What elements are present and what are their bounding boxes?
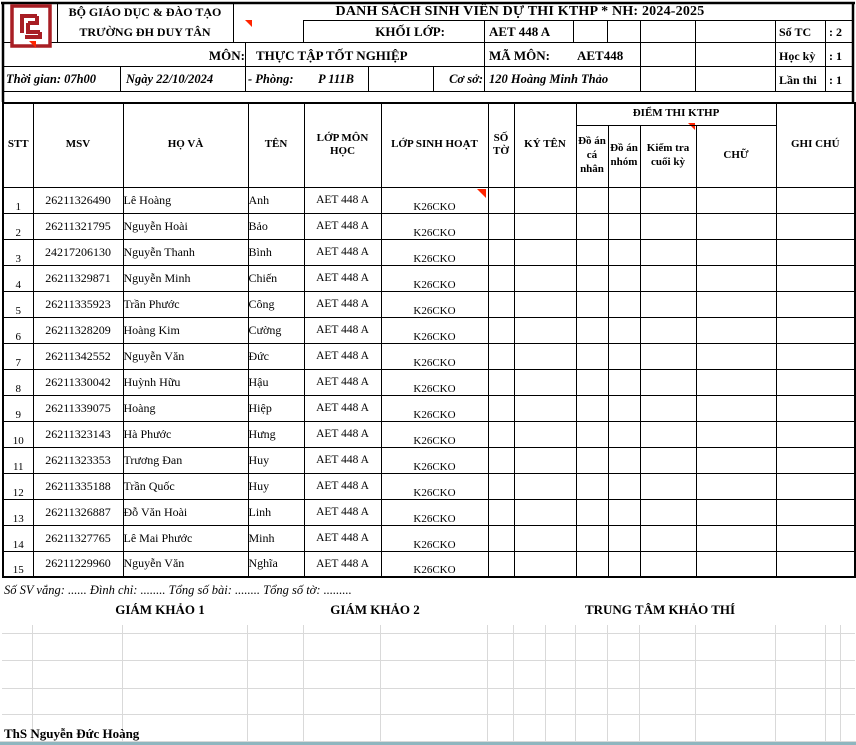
cell-lop-sinh-hoat: K26CKO bbox=[381, 551, 488, 577]
cell-do-an-nhom bbox=[608, 421, 640, 447]
cell-stt: 9 bbox=[3, 395, 33, 421]
cell-so-to bbox=[488, 265, 514, 291]
cell-do-an-ca-nhan bbox=[576, 343, 608, 369]
semester-value: : 1 bbox=[829, 49, 842, 63]
cell-diem-chu bbox=[696, 499, 776, 525]
cell-ky-ten bbox=[514, 499, 576, 525]
cell-lop-sinh-hoat: K26CKO bbox=[381, 343, 488, 369]
room-label: - Phòng: bbox=[248, 72, 294, 86]
cell-so-to bbox=[488, 343, 514, 369]
col-header-kiem-tra-cuoi-ky: Kiểm tra cuối kỳ bbox=[640, 125, 696, 187]
cell-stt: 7 bbox=[3, 343, 33, 369]
class-value: AET 448 A bbox=[489, 24, 551, 39]
cell-stt: 13 bbox=[3, 499, 33, 525]
cell-so-to bbox=[488, 447, 514, 473]
subject-code-label: MÃ MÔN: bbox=[489, 48, 551, 63]
cell-msv: 26211328209 bbox=[33, 317, 123, 343]
cell-so-to bbox=[488, 395, 514, 421]
cell-do-an-nhom bbox=[608, 265, 640, 291]
cell-do-an-ca-nhan bbox=[576, 317, 608, 343]
cell-ten: Hậu bbox=[248, 369, 304, 395]
cell-kiem-tra-cuoi-ky bbox=[640, 213, 696, 239]
cell-ten: Hưng bbox=[248, 421, 304, 447]
cell-ky-ten bbox=[514, 525, 576, 551]
cell-ghi-chu bbox=[776, 213, 855, 239]
credits-label: Số TC bbox=[779, 25, 812, 39]
org-name-line1: BỘ GIÁO DỤC & ĐÀO TẠO bbox=[68, 5, 222, 19]
cell-ky-ten bbox=[514, 343, 576, 369]
student-row bbox=[3, 499, 855, 525]
cell-do-an-ca-nhan bbox=[576, 447, 608, 473]
cell-ten: Bảo bbox=[248, 213, 304, 239]
cell-do-an-nhom bbox=[608, 499, 640, 525]
cell-lop-sinh-hoat: K26CKO bbox=[381, 499, 488, 525]
cell-stt: 4 bbox=[3, 265, 33, 291]
cell-diem-chu bbox=[696, 291, 776, 317]
col-header-do-an-nhom: Đồ án nhóm bbox=[608, 125, 640, 187]
cell-msv: 24217206130 bbox=[33, 239, 123, 265]
cell-ghi-chu bbox=[776, 421, 855, 447]
cell-diem-chu bbox=[696, 421, 776, 447]
page-title: DANH SÁCH SINH VIÊN DỰ THI KTHP * NH: 2024-2025 bbox=[335, 4, 705, 19]
cell-lop-sinh-hoat: K26CKO bbox=[381, 473, 488, 499]
cell-diem-chu bbox=[696, 187, 776, 213]
cell-do-an-ca-nhan bbox=[576, 499, 608, 525]
class-label: KHỐI LỚP: bbox=[375, 24, 445, 39]
subject-label: MÔN: bbox=[208, 48, 245, 63]
student-row bbox=[3, 473, 855, 499]
cell-kiem-tra-cuoi-ky bbox=[640, 265, 696, 291]
cell-lop-sinh-hoat: K26CKO bbox=[381, 265, 488, 291]
cell-stt: 8 bbox=[3, 369, 33, 395]
cell-so-to bbox=[488, 317, 514, 343]
cell-ghi-chu bbox=[776, 291, 855, 317]
student-row bbox=[3, 525, 855, 551]
cell-do-an-nhom bbox=[608, 395, 640, 421]
cell-do-an-nhom bbox=[608, 343, 640, 369]
cell-ky-ten bbox=[514, 395, 576, 421]
cell-lop-mon-hoc: AET 448 A bbox=[304, 265, 381, 291]
cell-ten: Hiệp bbox=[248, 395, 304, 421]
cell-lop-sinh-hoat: K26CKO bbox=[381, 525, 488, 551]
cell-msv: 26211327765 bbox=[33, 525, 123, 551]
student-row bbox=[3, 421, 855, 447]
cell-ho-va: Nguyễn Văn bbox=[123, 343, 248, 369]
cell-msv: 26211329871 bbox=[33, 265, 123, 291]
cell-do-an-ca-nhan bbox=[576, 551, 608, 577]
student-row bbox=[3, 369, 855, 395]
cell-stt: 3 bbox=[3, 239, 33, 265]
cell-lop-sinh-hoat: K26CKO bbox=[381, 317, 488, 343]
cell-stt: 2 bbox=[3, 213, 33, 239]
col-header-ky-ten: KÝ TÊN bbox=[514, 103, 576, 187]
cell-kiem-tra-cuoi-ky bbox=[640, 239, 696, 265]
cell-ky-ten bbox=[514, 421, 576, 447]
cell-diem-chu bbox=[696, 369, 776, 395]
exam-center-label: TRUNG TÂM KHẢO THÍ bbox=[584, 602, 736, 617]
cell-msv: 26211323353 bbox=[33, 447, 123, 473]
cell-msv: 26211335923 bbox=[33, 291, 123, 317]
cell-kiem-tra-cuoi-ky bbox=[640, 551, 696, 577]
cell-msv: 26211342552 bbox=[33, 343, 123, 369]
cell-so-to bbox=[488, 239, 514, 265]
cell-do-an-ca-nhan bbox=[576, 421, 608, 447]
col-header-lop-sinh-hoat: LỚP SINH HOẠT bbox=[381, 103, 488, 187]
org-name-line2: TRƯỜNG ĐH DUY TÂN bbox=[79, 25, 211, 39]
cell-do-an-nhom bbox=[608, 551, 640, 577]
cell-ho-va: Trần Phước bbox=[123, 291, 248, 317]
cell-ho-va: Hoàng bbox=[123, 395, 248, 421]
cell-msv: 26211323143 bbox=[33, 421, 123, 447]
cell-do-an-ca-nhan bbox=[576, 525, 608, 551]
date-label: Ngày 22/10/2024 bbox=[126, 72, 214, 86]
cell-lop-sinh-hoat: K26CKO bbox=[381, 447, 488, 473]
col-header-do-an-ca-nhan: Đồ án cá nhân bbox=[576, 125, 608, 187]
student-row bbox=[3, 343, 855, 369]
student-row bbox=[3, 187, 855, 213]
cell-so-to bbox=[488, 291, 514, 317]
cell-do-an-nhom bbox=[608, 239, 640, 265]
student-row bbox=[3, 265, 855, 291]
cell-lop-sinh-hoat: K26CKO bbox=[381, 213, 488, 239]
student-row bbox=[3, 213, 855, 239]
cell-lop-mon-hoc: AET 448 A bbox=[304, 525, 381, 551]
cell-stt: 1 bbox=[3, 187, 33, 213]
cell-ho-va: Nguyễn Hoài bbox=[123, 213, 248, 239]
cell-kiem-tra-cuoi-ky bbox=[640, 291, 696, 317]
cell-so-to bbox=[488, 525, 514, 551]
cell-ho-va: Đỗ Văn Hoài bbox=[123, 499, 248, 525]
cell-stt: 12 bbox=[3, 473, 33, 499]
cell-lop-mon-hoc: AET 448 A bbox=[304, 447, 381, 473]
student-roster-table bbox=[2, 102, 856, 578]
subject-code-value: AET448 bbox=[577, 48, 624, 63]
cell-lop-mon-hoc: AET 448 A bbox=[304, 473, 381, 499]
cell-ho-va: Huỳnh Hữu bbox=[123, 369, 248, 395]
cell-lop-mon-hoc: AET 448 A bbox=[304, 291, 381, 317]
cell-ten: Nghĩa bbox=[248, 551, 304, 577]
cell-ten: Huy bbox=[248, 447, 304, 473]
cell-ten: Linh bbox=[248, 499, 304, 525]
cell-ho-va: Lê Hoàng bbox=[123, 187, 248, 213]
cell-diem-chu bbox=[696, 265, 776, 291]
cell-ky-ten bbox=[514, 213, 576, 239]
attempt-value: : 1 bbox=[829, 73, 842, 87]
cell-ghi-chu bbox=[776, 187, 855, 213]
attempt-label: Lần thi bbox=[779, 73, 817, 87]
cell-ho-va: Trần Quốc bbox=[123, 473, 248, 499]
cell-ten: Bình bbox=[248, 239, 304, 265]
cell-kiem-tra-cuoi-ky bbox=[640, 525, 696, 551]
cell-lop-mon-hoc: AET 448 A bbox=[304, 551, 381, 577]
cell-diem-chu bbox=[696, 447, 776, 473]
time-label: Thời gian: 07h00 bbox=[6, 72, 97, 86]
subject-value: THỰC TẬP TỐT NGHIỆP bbox=[256, 48, 408, 63]
cell-kiem-tra-cuoi-ky bbox=[640, 421, 696, 447]
student-row bbox=[3, 551, 855, 577]
cell-ten: Cường bbox=[248, 317, 304, 343]
cell-so-to bbox=[488, 499, 514, 525]
cell-do-an-nhom bbox=[608, 213, 640, 239]
cell-ky-ten bbox=[514, 317, 576, 343]
cell-ten: Minh bbox=[248, 525, 304, 551]
cell-ghi-chu bbox=[776, 369, 855, 395]
examiner1-label: GIÁM KHẢO 1 bbox=[115, 602, 205, 617]
cell-ghi-chu bbox=[776, 447, 855, 473]
cell-so-to bbox=[488, 473, 514, 499]
student-rows bbox=[3, 187, 855, 577]
cell-ky-ten bbox=[514, 265, 576, 291]
absence-summary-line: Số SV vắng: ...... Đình chỉ: ........ Tổng số bài: ........ Tổng số tờ: ......... bbox=[4, 583, 352, 597]
cell-ho-va: Lê Mai Phước bbox=[123, 525, 248, 551]
cell-kiem-tra-cuoi-ky bbox=[640, 447, 696, 473]
cell-do-an-nhom bbox=[608, 525, 640, 551]
cell-ghi-chu bbox=[776, 499, 855, 525]
cell-msv: 26211330042 bbox=[33, 369, 123, 395]
cell-diem-chu bbox=[696, 317, 776, 343]
cell-stt: 15 bbox=[3, 551, 33, 577]
cell-lop-sinh-hoat: K26CKO bbox=[381, 369, 488, 395]
cell-kiem-tra-cuoi-ky bbox=[640, 187, 696, 213]
cell-msv: 26211321795 bbox=[33, 213, 123, 239]
cell-msv: 26211326887 bbox=[33, 499, 123, 525]
cell-ho-va: Nguyễn Văn bbox=[123, 551, 248, 577]
cell-ho-va: Trương Đan bbox=[123, 447, 248, 473]
cell-lop-sinh-hoat: K26CKO bbox=[381, 395, 488, 421]
cell-do-an-ca-nhan bbox=[576, 291, 608, 317]
cell-do-an-ca-nhan bbox=[576, 369, 608, 395]
cell-ky-ten bbox=[514, 473, 576, 499]
cell-ho-va: Hà Phước bbox=[123, 421, 248, 447]
examiner2-label: GIÁM KHẢO 2 bbox=[330, 602, 420, 617]
col-header-msv: MSV bbox=[33, 103, 123, 187]
cell-ten: Huy bbox=[248, 473, 304, 499]
col-header-ten: TÊN bbox=[248, 103, 304, 187]
campus-value: 120 Hoàng Minh Thảo bbox=[489, 72, 609, 86]
cell-stt: 14 bbox=[3, 525, 33, 551]
cell-lop-mon-hoc: AET 448 A bbox=[304, 343, 381, 369]
cell-ghi-chu bbox=[776, 525, 855, 551]
col-header-diem-chu: CHỮ bbox=[696, 125, 776, 187]
cell-ghi-chu bbox=[776, 317, 855, 343]
cell-so-to bbox=[488, 187, 514, 213]
campus-label: Cơ sở: bbox=[449, 72, 483, 86]
col-header-lop-mon-hoc: LỚP MÔN HỌC bbox=[304, 103, 381, 187]
cell-so-to bbox=[488, 551, 514, 577]
cell-diem-chu bbox=[696, 525, 776, 551]
cell-ghi-chu bbox=[776, 343, 855, 369]
cell-msv: 26211229960 bbox=[33, 551, 123, 577]
cell-lop-sinh-hoat: K26CKO bbox=[381, 239, 488, 265]
room-value: P 111B bbox=[318, 72, 355, 86]
cell-do-an-nhom bbox=[608, 291, 640, 317]
semester-label: Học kỳ bbox=[779, 49, 816, 63]
cell-so-to bbox=[488, 421, 514, 447]
cell-so-to bbox=[488, 213, 514, 239]
cell-lop-sinh-hoat: K26CKO bbox=[381, 187, 488, 213]
cell-lop-mon-hoc: AET 448 A bbox=[304, 369, 381, 395]
cell-ky-ten bbox=[514, 291, 576, 317]
lecturer-name: ThS Nguyễn Đức Hoàng bbox=[4, 726, 140, 741]
cell-do-an-nhom bbox=[608, 473, 640, 499]
cell-ho-va: Hoàng Kim bbox=[123, 317, 248, 343]
cell-msv: 26211335188 bbox=[33, 473, 123, 499]
student-row bbox=[3, 317, 855, 343]
cell-stt: 6 bbox=[3, 317, 33, 343]
cell-kiem-tra-cuoi-ky bbox=[640, 343, 696, 369]
cell-do-an-nhom bbox=[608, 369, 640, 395]
cell-ten: Đức bbox=[248, 343, 304, 369]
cell-kiem-tra-cuoi-ky bbox=[640, 395, 696, 421]
cell-diem-chu bbox=[696, 395, 776, 421]
cell-do-an-ca-nhan bbox=[576, 187, 608, 213]
cell-do-an-ca-nhan bbox=[576, 265, 608, 291]
credits-value: : 2 bbox=[829, 25, 842, 39]
col-header-stt: STT bbox=[3, 103, 33, 187]
cell-stt: 10 bbox=[3, 421, 33, 447]
cell-do-an-nhom bbox=[608, 317, 640, 343]
col-header-diem-thi-kthp: ĐIỂM THI KTHP bbox=[576, 103, 776, 125]
cell-diem-chu bbox=[696, 473, 776, 499]
cell-do-an-ca-nhan bbox=[576, 473, 608, 499]
cell-lop-mon-hoc: AET 448 A bbox=[304, 499, 381, 525]
cell-ghi-chu bbox=[776, 551, 855, 577]
student-row bbox=[3, 447, 855, 473]
cell-lop-mon-hoc: AET 448 A bbox=[304, 395, 381, 421]
cell-ky-ten bbox=[514, 551, 576, 577]
comment-flag-icon bbox=[29, 41, 36, 48]
cell-ghi-chu bbox=[776, 473, 855, 499]
cell-diem-chu bbox=[696, 213, 776, 239]
cell-ghi-chu bbox=[776, 265, 855, 291]
student-row bbox=[3, 239, 855, 265]
cell-diem-chu bbox=[696, 551, 776, 577]
col-header-ghi-chu: GHI CHÚ bbox=[776, 103, 855, 187]
cell-kiem-tra-cuoi-ky bbox=[640, 473, 696, 499]
cell-ho-va: Nguyễn Thanh bbox=[123, 239, 248, 265]
cell-ky-ten bbox=[514, 187, 576, 213]
cell-ten: Công bbox=[248, 291, 304, 317]
cell-do-an-ca-nhan bbox=[576, 395, 608, 421]
cell-lop-sinh-hoat: K26CKO bbox=[381, 421, 488, 447]
cell-do-an-ca-nhan bbox=[576, 213, 608, 239]
student-row bbox=[3, 395, 855, 421]
cell-ky-ten bbox=[514, 369, 576, 395]
cell-lop-mon-hoc: AET 448 A bbox=[304, 213, 381, 239]
cell-do-an-nhom bbox=[608, 447, 640, 473]
cell-lop-mon-hoc: AET 448 A bbox=[304, 187, 381, 213]
cell-ho-va: Nguyễn Minh bbox=[123, 265, 248, 291]
student-row bbox=[3, 291, 855, 317]
cell-msv: 26211326490 bbox=[33, 187, 123, 213]
cell-kiem-tra-cuoi-ky bbox=[640, 499, 696, 525]
col-header-ho-va: HỌ VÀ bbox=[123, 103, 248, 187]
cell-do-an-nhom bbox=[608, 187, 640, 213]
cell-kiem-tra-cuoi-ky bbox=[640, 317, 696, 343]
cell-msv: 26211339075 bbox=[33, 395, 123, 421]
cell-ghi-chu bbox=[776, 395, 855, 421]
cell-diem-chu bbox=[696, 343, 776, 369]
cell-lop-mon-hoc: AET 448 A bbox=[304, 239, 381, 265]
cell-lop-sinh-hoat: K26CKO bbox=[381, 291, 488, 317]
cell-so-to bbox=[488, 369, 514, 395]
cell-kiem-tra-cuoi-ky bbox=[640, 369, 696, 395]
cell-ky-ten bbox=[514, 447, 576, 473]
cell-ghi-chu bbox=[776, 239, 855, 265]
cell-lop-mon-hoc: AET 448 A bbox=[304, 317, 381, 343]
cell-stt: 5 bbox=[3, 291, 33, 317]
cell-ten: Anh bbox=[248, 187, 304, 213]
col-header-so-to: SỐ TỜ bbox=[488, 103, 514, 187]
cell-ten: Chiến bbox=[248, 265, 304, 291]
cell-ky-ten bbox=[514, 239, 576, 265]
cell-lop-mon-hoc: AET 448 A bbox=[304, 421, 381, 447]
comment-flag-icon bbox=[245, 20, 252, 27]
cell-stt: 11 bbox=[3, 447, 33, 473]
cell-diem-chu bbox=[696, 239, 776, 265]
cell-do-an-ca-nhan bbox=[576, 239, 608, 265]
